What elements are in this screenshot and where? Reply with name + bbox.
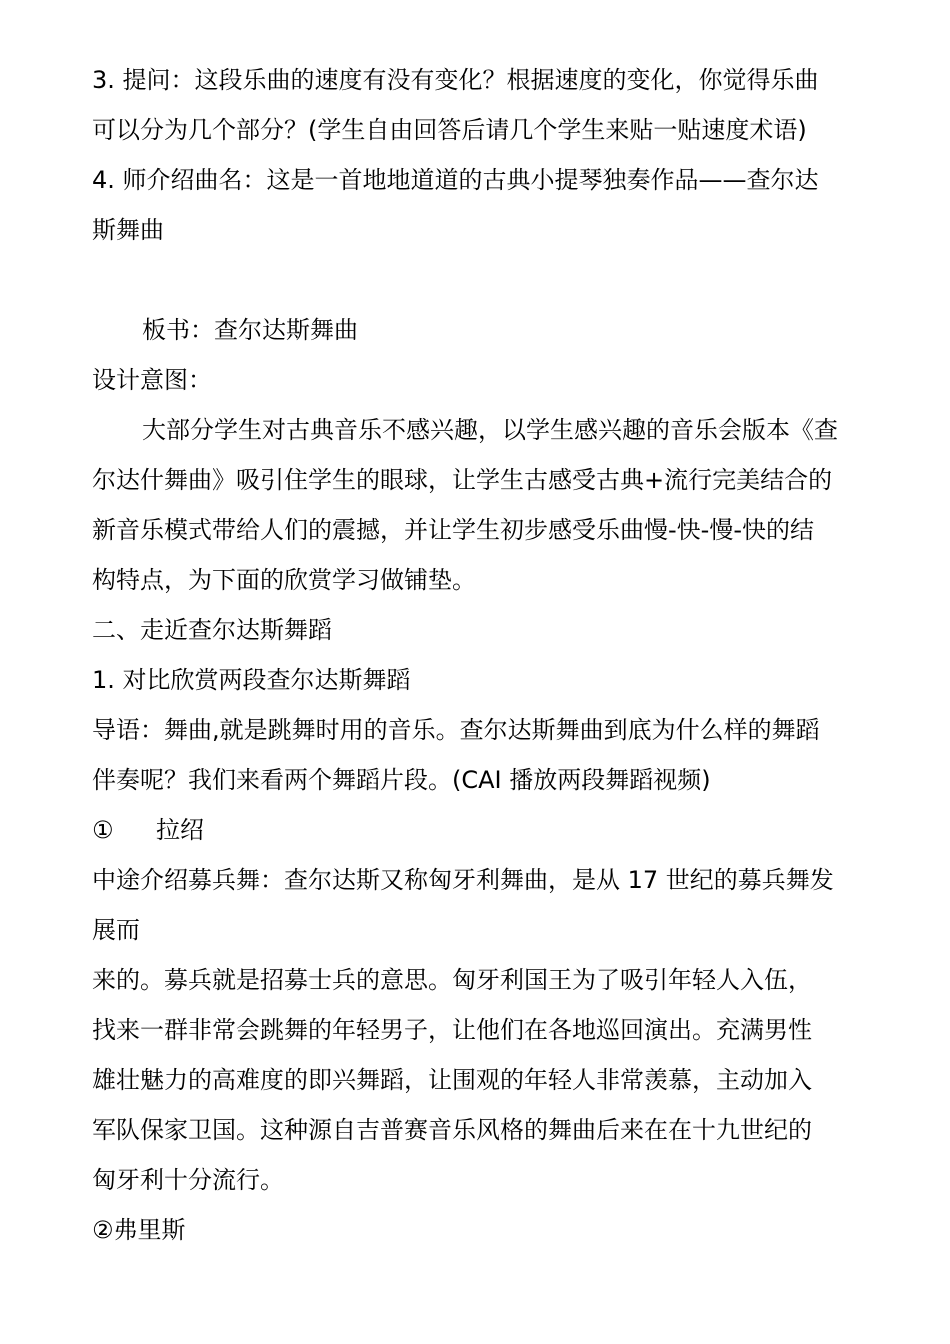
section-heading: 二、走近查尔达斯舞蹈 — [92, 616, 332, 644]
list-number: ① — [92, 816, 114, 844]
text-line: 4. 师介绍曲名：这是一首地地道道的古典小提琴独奏作品——查尔达 — [92, 166, 819, 194]
list-item: ②弗里斯 — [92, 1216, 186, 1244]
text-line: 伴奏呢？我们来看两个舞蹈片段。(CAI 播放两段舞蹈视频) — [92, 766, 711, 794]
blackboard-note: 板书：查尔达斯舞曲 — [142, 316, 358, 344]
text-line: 来的。募兵就是招募士兵的意思。匈牙利国王为了吸引年轻人入伍， — [92, 966, 812, 994]
section-label: 设计意图： — [92, 366, 212, 394]
text-line: 中途介绍募兵舞：查尔达斯又称匈牙利舞曲，是从 17 世纪的募兵舞发 — [92, 866, 834, 894]
subsection-heading: 1. 对比欣赏两段查尔达斯舞蹈 — [92, 666, 411, 694]
text-line: 构特点，为下面的欣赏学习做铺垫。 — [92, 566, 476, 594]
text-line: 匈牙利十分流行。 — [92, 1166, 284, 1194]
text-line: 3. 提问：这段乐曲的速度有没有变化？根据速度的变化，你觉得乐曲 — [92, 66, 819, 94]
text-line: 斯舞曲 — [92, 216, 164, 244]
text-line: 找来一群非常会跳舞的年轻男子，让他们在各地巡回演出。充满男性 — [92, 1016, 812, 1044]
text-line: 大部分学生对古典音乐不感兴趣，以学生感兴趣的音乐会版本《查 — [142, 416, 838, 444]
text-line: 新音乐模式带给人们的震撼，并让学生初步感受乐曲慢-快-慢-快的结 — [92, 516, 814, 544]
list-label: 拉绍 — [156, 816, 204, 844]
text-line: 导语：舞曲,就是跳舞时用的音乐。查尔达斯舞曲到底为什么样的舞蹈 — [92, 716, 820, 744]
text-line: 军队保家卫国。这种源自吉普赛音乐风格的舞曲后来在在十九世纪的 — [92, 1116, 812, 1144]
list-item — [92, 810, 204, 850]
text-line: 可以分为几个部分？(学生自由回答后请几个学生来贴一贴速度术语) — [92, 116, 807, 144]
text-line: 尔达什舞曲》吸引住学生的眼球，让学生古感受古典+流行完美结合的 — [92, 466, 833, 494]
text-line: 雄壮魅力的高难度的即兴舞蹈，让围观的年轻人非常羡慕，主动加入 — [92, 1066, 812, 1094]
text-line: 展而 — [92, 916, 140, 944]
